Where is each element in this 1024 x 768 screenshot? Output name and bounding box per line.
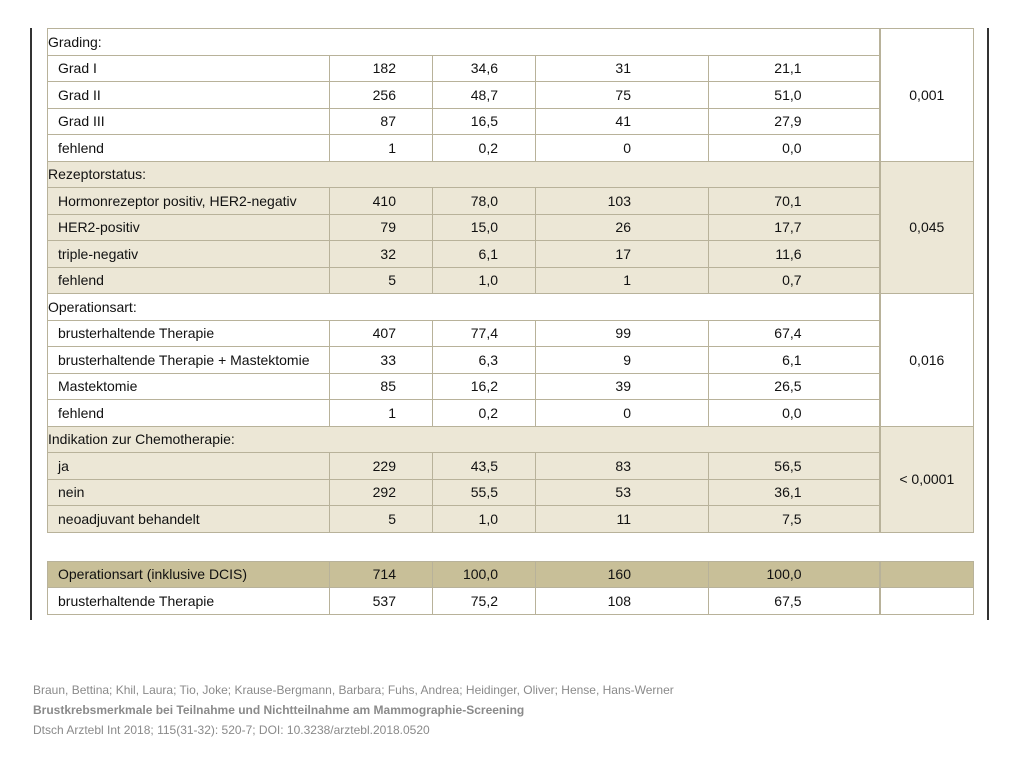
table-row [48,373,974,400]
section-title: Grading: [48,29,880,56]
section-title: Operationsart: [48,294,880,321]
cell-count-nonparticipants: 9 [536,347,709,374]
cell-percent-participants: 16,5 [433,108,536,135]
cell-count-participants: 292 [330,479,433,506]
cell-percent-participants: 78,0 [433,188,536,215]
row-label: Mastektomie [48,373,330,400]
caption-authors: Braun, Bettina; Khil, Laura; Tio, Joke; Krause-Bergmann, Barbara; Fuhs, Andrea; Heidinger, Oliver; Hense, Hans-Werner [33,683,674,697]
p-value-empty [880,561,974,588]
table-row [48,267,974,294]
row-label: Operationsart (inklusive DCIS) [48,561,330,588]
cell-count-participants: 85 [330,373,433,400]
table-row [48,400,974,427]
cell-percent-participants: 100,0 [433,561,536,588]
cell-percent-nonparticipants: 51,0 [709,82,880,109]
table-row [48,55,974,82]
cell-count-nonparticipants: 75 [536,82,709,109]
row-label: nein [48,479,330,506]
cell-percent-nonparticipants: 0,0 [709,400,880,427]
row-label: Hormonrezeptor positiv, HER2-negativ [48,188,330,215]
row-label: Grad III [48,108,330,135]
table-row [48,214,974,241]
cell-count-participants: 537 [330,588,433,615]
cell-percent-participants: 75,2 [433,588,536,615]
cell-count-nonparticipants: 0 [536,135,709,162]
section-header-row [48,29,974,56]
cell-count-nonparticipants: 31 [536,55,709,82]
cell-count-nonparticipants: 17 [536,241,709,268]
cell-percent-nonparticipants: 70,1 [709,188,880,215]
row-label: Grad I [48,55,330,82]
section-header-row [48,426,974,453]
cell-percent-participants: 77,4 [433,320,536,347]
spacer-row [48,532,974,561]
cell-percent-participants: 55,5 [433,479,536,506]
cell-percent-nonparticipants: 17,7 [709,214,880,241]
p-value: 0,016 [880,294,974,427]
cell-count-participants: 32 [330,241,433,268]
cell-count-nonparticipants: 83 [536,453,709,480]
table-row [48,188,974,215]
p-value: 0,045 [880,161,974,294]
row-label: fehlend [48,267,330,294]
cell-percent-participants: 1,0 [433,506,536,533]
cell-percent-participants: 43,5 [433,453,536,480]
cell-percent-participants: 15,0 [433,214,536,241]
row-label: HER2-positiv [48,214,330,241]
row-label: fehlend [48,135,330,162]
figure-caption [33,680,674,740]
cell-count-nonparticipants: 11 [536,506,709,533]
cell-count-participants: 79 [330,214,433,241]
table-row [48,108,974,135]
p-value-empty [880,588,974,615]
cell-count-nonparticipants: 99 [536,320,709,347]
cell-percent-participants: 16,2 [433,373,536,400]
row-label: brusterhaltende Therapie [48,588,330,615]
cell-percent-nonparticipants: 0,7 [709,267,880,294]
cell-count-participants: 33 [330,347,433,374]
cell-percent-participants: 34,6 [433,55,536,82]
cell-percent-participants: 0,2 [433,400,536,427]
table-row [48,506,974,533]
cell-percent-nonparticipants: 0,0 [709,135,880,162]
caption-title: Brustkrebsmerkmale bei Teilnahme und Nichtteilnahme am Mammographie-Screening [33,703,525,717]
cell-count-participants: 87 [330,108,433,135]
cell-count-participants: 407 [330,320,433,347]
cell-percent-nonparticipants: 67,5 [709,588,880,615]
cell-percent-participants: 6,1 [433,241,536,268]
table-row [48,588,974,615]
row-label: brusterhaltende Therapie + Mastektomie [48,347,330,374]
table-row [48,347,974,374]
table-row [48,135,974,162]
cell-percent-nonparticipants: 26,5 [709,373,880,400]
cell-percent-nonparticipants: 6,1 [709,347,880,374]
cell-count-nonparticipants: 103 [536,188,709,215]
table-row [48,241,974,268]
table-row [48,82,974,109]
row-label: brusterhaltende Therapie [48,320,330,347]
section-title: Indikation zur Chemotherapie: [48,426,880,453]
cell-percent-nonparticipants: 36,1 [709,479,880,506]
cell-count-nonparticipants: 39 [536,373,709,400]
cell-count-participants: 5 [330,267,433,294]
cell-count-nonparticipants: 108 [536,588,709,615]
cell-count-nonparticipants: 53 [536,479,709,506]
cell-count-participants: 229 [330,453,433,480]
table-row [48,320,974,347]
data-table [47,28,974,615]
section-header-row [48,161,974,188]
cell-count-nonparticipants: 160 [536,561,709,588]
cell-percent-nonparticipants: 21,1 [709,55,880,82]
cell-count-participants: 1 [330,400,433,427]
frame-left-border [30,28,32,620]
total-row [48,561,974,588]
cell-count-participants: 1 [330,135,433,162]
cell-percent-nonparticipants: 7,5 [709,506,880,533]
table-row [48,453,974,480]
row-label: triple-negativ [48,241,330,268]
row-label: neoadjuvant behandelt [48,506,330,533]
table-row [48,479,974,506]
spacer-cell [48,532,974,561]
row-label: fehlend [48,400,330,427]
cell-count-participants: 182 [330,55,433,82]
cell-count-participants: 714 [330,561,433,588]
cell-count-nonparticipants: 26 [536,214,709,241]
cell-count-nonparticipants: 1 [536,267,709,294]
row-label: Grad II [48,82,330,109]
cell-count-participants: 256 [330,82,433,109]
cell-percent-participants: 48,7 [433,82,536,109]
cell-count-participants: 410 [330,188,433,215]
cell-count-nonparticipants: 0 [536,400,709,427]
cell-percent-participants: 0,2 [433,135,536,162]
p-value: < 0,0001 [880,426,974,532]
cell-percent-nonparticipants: 11,6 [709,241,880,268]
caption-citation: Dtsch Arztebl Int 2018; 115(31-32): 520-7; DOI: 10.3238/arztebl.2018.0520 [33,723,430,737]
cell-percent-nonparticipants: 27,9 [709,108,880,135]
p-value: 0,001 [880,29,974,162]
cell-count-nonparticipants: 41 [536,108,709,135]
row-label: ja [48,453,330,480]
cell-percent-nonparticipants: 56,5 [709,453,880,480]
cell-percent-participants: 1,0 [433,267,536,294]
cell-percent-participants: 6,3 [433,347,536,374]
section-header-row [48,294,974,321]
cell-percent-nonparticipants: 100,0 [709,561,880,588]
cell-count-participants: 5 [330,506,433,533]
section-title: Rezeptorstatus: [48,161,880,188]
cell-percent-nonparticipants: 67,4 [709,320,880,347]
frame-right-border [987,28,989,620]
